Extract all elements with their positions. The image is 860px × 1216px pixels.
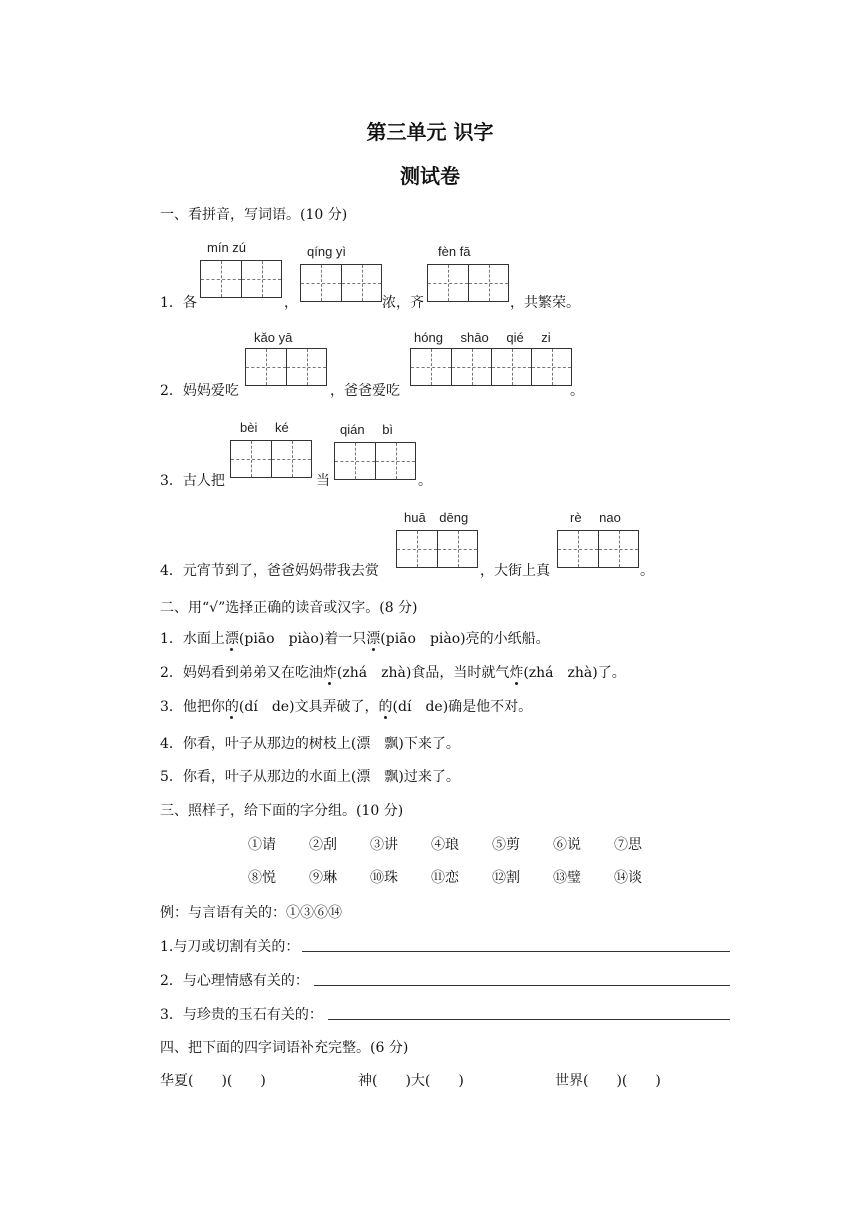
pinyin-beike: bèi ké xyxy=(240,420,289,435)
writing-grid-qingyi[interactable] xyxy=(300,264,382,302)
pinyin-renao: rè nao xyxy=(570,510,621,525)
q3-end-text: 。 xyxy=(418,473,432,489)
char-item: ⑦思 xyxy=(614,837,642,853)
q4-number: 4．元宵节到了，爸爸妈妈带我去赏 xyxy=(160,563,379,579)
char-item: ②刮 xyxy=(309,837,337,853)
emphasis-char: 炸 xyxy=(509,665,524,681)
section-3-heading: 三、照样子，给下面的字分组。(10 分) xyxy=(160,803,404,819)
q4-end-text: 。 xyxy=(640,563,654,579)
char-item: ⑬璧 xyxy=(553,870,581,886)
pinyin-minzu: mín zú xyxy=(207,240,247,255)
s3-example: 例：与言语有关的：①③⑥⑭ xyxy=(160,905,342,921)
s2-line-5: 5．你看，叶子从那边的水面上(漂 飘)过来了。 xyxy=(160,769,460,785)
writing-grid-renao[interactable] xyxy=(557,530,639,568)
char-item: ⑪恋 xyxy=(431,870,459,886)
q1-mid-text: 浓，齐 xyxy=(382,295,424,311)
pinyin-fenfa: fèn fā xyxy=(438,244,471,259)
s2-line-2: 2．妈妈看到弟弟又在吃油炸(zhá zhà)食品，当时就气炸(zhá zhà)了。 xyxy=(160,665,626,681)
emphasis-char: 的 xyxy=(378,699,393,715)
q3-mid-text: 当 xyxy=(316,473,330,489)
q1-comma: ， xyxy=(284,295,298,311)
s2-line-1: 1．水面上漂(piāo piào)着一只漂(piāo piào)亮的小纸船。 xyxy=(160,631,550,647)
s3-q3-label: 3．与珍贵的玉石有关的： xyxy=(160,1007,323,1023)
char-item: ⑩珠 xyxy=(370,870,398,886)
idiom-3: 世界( )( ) xyxy=(555,1073,661,1089)
writing-grid-huadeng[interactable] xyxy=(396,530,478,568)
pinyin-kaoya: kǎo yā xyxy=(254,330,293,345)
answer-line-1[interactable] xyxy=(302,951,730,952)
emphasis-char: 炸 xyxy=(322,665,337,681)
emphasis-char: 的 xyxy=(224,699,239,715)
s3-q1-label: 1.与刀或切割有关的： xyxy=(160,939,300,955)
char-item: ①请 xyxy=(248,837,276,853)
char-item: ⑭谈 xyxy=(614,870,642,886)
q2-mid-text: ，爸爸爱吃 xyxy=(330,383,400,399)
page-subtitle: 测试卷 xyxy=(400,164,460,188)
char-item: ⑧悦 xyxy=(248,870,276,886)
s2-line-4: 4．你看，叶子从那边的树枝上(漂 飘)下来了。 xyxy=(160,736,460,752)
pinyin-hongshaoqiezi: hóng shāo qié zi xyxy=(414,330,551,345)
pinyin-qianbi: qián bì xyxy=(340,422,394,437)
section-2-heading: 二、用“√”选择正确的读音或汉字。(8 分) xyxy=(160,600,418,616)
idiom-2: 神( )大( ) xyxy=(358,1073,464,1089)
char-item: ⑨琳 xyxy=(309,870,337,886)
q1-number: 1．各 xyxy=(160,295,197,311)
q2-end-text: 。 xyxy=(570,383,584,399)
s3-q2-label: 2．与心理情感有关的： xyxy=(160,973,309,989)
writing-grid-minzu[interactable] xyxy=(200,260,282,298)
writing-grid-hongshaoqiezi[interactable] xyxy=(410,348,572,386)
char-item: ⑥说 xyxy=(553,837,581,853)
q3-number: 3．古人把 xyxy=(160,473,225,489)
char-item: ④琅 xyxy=(431,837,459,853)
writing-grid-fenfa[interactable] xyxy=(427,264,509,302)
s2-line-3: 3．他把你的(dí de)文具弄破了，的(dí de)确是他不对。 xyxy=(160,699,533,715)
char-item: ⑫割 xyxy=(492,870,520,886)
answer-line-3[interactable] xyxy=(328,1019,730,1020)
q2-number: 2．妈妈爱吃 xyxy=(160,383,239,399)
pinyin-huadeng: huā dēng xyxy=(404,510,469,525)
q1-end-text: ，共繁荣。 xyxy=(510,295,580,311)
section-1-heading: 一、看拼音，写词语。(10 分) xyxy=(160,207,348,223)
pinyin-qingyi: qíng yì xyxy=(307,244,347,259)
section-4-heading: 四、把下面的四字词语补充完整。(6 分) xyxy=(160,1040,409,1056)
writing-grid-qianbi[interactable] xyxy=(334,442,416,480)
answer-line-2[interactable] xyxy=(314,985,730,986)
page-title: 第三单元 识字 xyxy=(366,120,494,144)
char-item: ③讲 xyxy=(370,837,398,853)
writing-grid-kaoya[interactable] xyxy=(245,348,327,386)
char-item: ⑤剪 xyxy=(492,837,520,853)
idiom-1: 华夏( )( ) xyxy=(160,1073,266,1089)
q4-mid-text: ，大街上真 xyxy=(480,563,550,579)
emphasis-char: 漂 xyxy=(224,631,239,647)
emphasis-char: 漂 xyxy=(366,631,381,647)
writing-grid-beike[interactable] xyxy=(230,440,312,478)
